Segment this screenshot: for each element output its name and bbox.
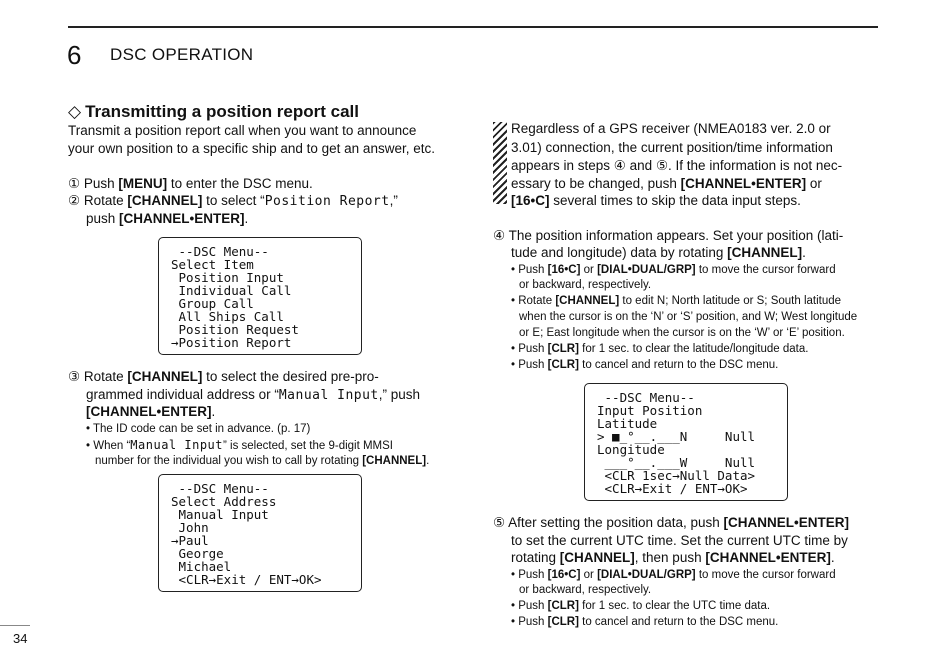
lcd-line: Individual Call <box>171 283 292 298</box>
step-4-bullet-2-line-2: when the cursor is on the ‘N’ or ‘S’ position, and W; West longitude <box>519 311 858 323</box>
step-1: ① Push [MENU] to enter the DSC menu. <box>68 176 313 191</box>
note-line-3: appears in steps ④ and ⑤. If the information is not nec- <box>511 158 843 173</box>
lcd-line: Select Item <box>171 257 254 272</box>
intro-line-1: Transmit a position report call when you want to announce <box>68 123 417 138</box>
lcd-line: Michael <box>171 559 232 574</box>
note-hatch-icon <box>493 122 507 204</box>
page-number: 34 <box>13 631 28 646</box>
lcd-line: <CLR→Exit / ENT→OK> <box>597 481 748 496</box>
step-5-bullet-1-line-2: or backward, respectively. <box>519 584 652 596</box>
lcd-line: George <box>171 546 224 561</box>
step-2-line-2: push [CHANNEL•ENTER]. <box>86 211 249 226</box>
lcd-line: →Position Report <box>171 335 292 350</box>
step-3-bullet-2-line-2: number for the individual you wish to call by rotating [CHANNEL]. <box>95 455 430 467</box>
lcd-line: Position Request <box>171 322 299 337</box>
diamond-icon: ◇ <box>68 102 82 121</box>
lcd-line: <CLR 1sec→Null Data> <box>597 468 756 483</box>
lcd-line: John <box>171 520 209 535</box>
step-2: ② Rotate [CHANNEL] to select “Position Report,” <box>68 193 398 209</box>
lcd-line: ___°__.___W Null <box>597 455 756 470</box>
step-3-bullet-2: • When “Manual Input” is selected, set the 9-digit MMSI <box>86 438 394 452</box>
step-4-bullet-3: • Push [CLR] for 1 sec. to clear the latitude/longitude data. <box>511 343 809 355</box>
lcd-line: Group Call <box>171 296 254 311</box>
lcd-line: Select Address <box>171 494 277 509</box>
step-4-bullet-4: • Push [CLR] to cancel and return to the DSC menu. <box>511 359 779 371</box>
step-4: ④ The position information appears. Set your position (lati- <box>493 228 844 243</box>
step-4-line-2: tude and longitude) data by rotating [CHANNEL]. <box>511 245 806 260</box>
lcd-line: --DSC Menu-- <box>171 244 269 259</box>
header-rule <box>68 26 878 28</box>
lcd-line: Manual Input <box>171 507 269 522</box>
lcd-display-select-address <box>158 474 362 592</box>
step-3-line-3: [CHANNEL•ENTER]. <box>86 404 216 419</box>
step-4-bullet-2-line-3: or E; East longitude when the cursor is on the ‘W’ or ‘E’ position. <box>519 327 845 339</box>
step-5-bullet-2: • Push [CLR] for 1 sec. to clear the UTC time data. <box>511 600 771 612</box>
section-title: ◇ Transmitting a position report call <box>68 102 360 121</box>
lcd-line: All Ships Call <box>171 309 284 324</box>
lcd-line: --DSC Menu-- <box>597 390 695 405</box>
step-4-bullet-1-line-2: or backward, respectively. <box>519 279 652 291</box>
step-5-bullet-3: • Push [CLR] to cancel and return to the DSC menu. <box>511 616 779 628</box>
step-5-line-2: to set the current UTC time. Set the current UTC time by <box>511 533 848 548</box>
footer-rule <box>0 625 30 626</box>
step-5-bullet-1: • Push [16•C] or [DIAL•DUAL/GRP] to move the cursor forward <box>511 569 836 581</box>
chapter-title: DSC OPERATION <box>110 45 254 64</box>
chapter-number: 6 <box>67 40 82 70</box>
step-3: ③ Rotate [CHANNEL] to select the desired pre-pro- <box>68 369 379 384</box>
lcd-line: Longitude <box>597 442 665 457</box>
step-5-line-3: rotating [CHANNEL], then push [CHANNEL•ENTER]. <box>511 550 835 565</box>
lcd-line: <CLR→Exit / ENT→OK> <box>171 572 322 587</box>
lcd-line: > ■_°__.___N Null <box>597 429 756 444</box>
step-4-bullet-1: • Push [16•C] or [DIAL•DUAL/GRP] to move the cursor forward <box>511 264 836 276</box>
note-line-5: [16•C] several times to skip the data input steps. <box>511 193 801 208</box>
note-line-1: Regardless of a GPS receiver (NMEA0183 ver. 2.0 or <box>511 121 831 136</box>
lcd-display-dsc-menu <box>158 237 362 355</box>
lcd-line: --DSC Menu-- <box>171 481 269 496</box>
step-4-bullet-2: • Rotate [CHANNEL] to edit N; North latitude or S; South latitude <box>511 295 842 307</box>
lcd-line: Input Position <box>597 403 703 418</box>
lcd-display-input-position <box>584 383 788 501</box>
step-3-line-2: grammed individual address or “Manual Input,” push <box>86 387 421 403</box>
note-line-2: 3.01) connection, the current position/time information <box>511 140 833 155</box>
intro-line-2: your own position to a specific ship and to get an answer, etc. <box>68 141 435 156</box>
note-line-4: essary to be changed, push [CHANNEL•ENTER] or <box>511 176 822 191</box>
step-3-bullet-1: • The ID code can be set in advance. (p. 17) <box>86 423 311 435</box>
step-5: ⑤ After setting the position data, push [CHANNEL•ENTER] <box>493 515 849 530</box>
lcd-line: →Paul <box>171 533 209 548</box>
lcd-line: Position Input <box>171 270 284 285</box>
lcd-line: Latitude <box>597 416 658 431</box>
